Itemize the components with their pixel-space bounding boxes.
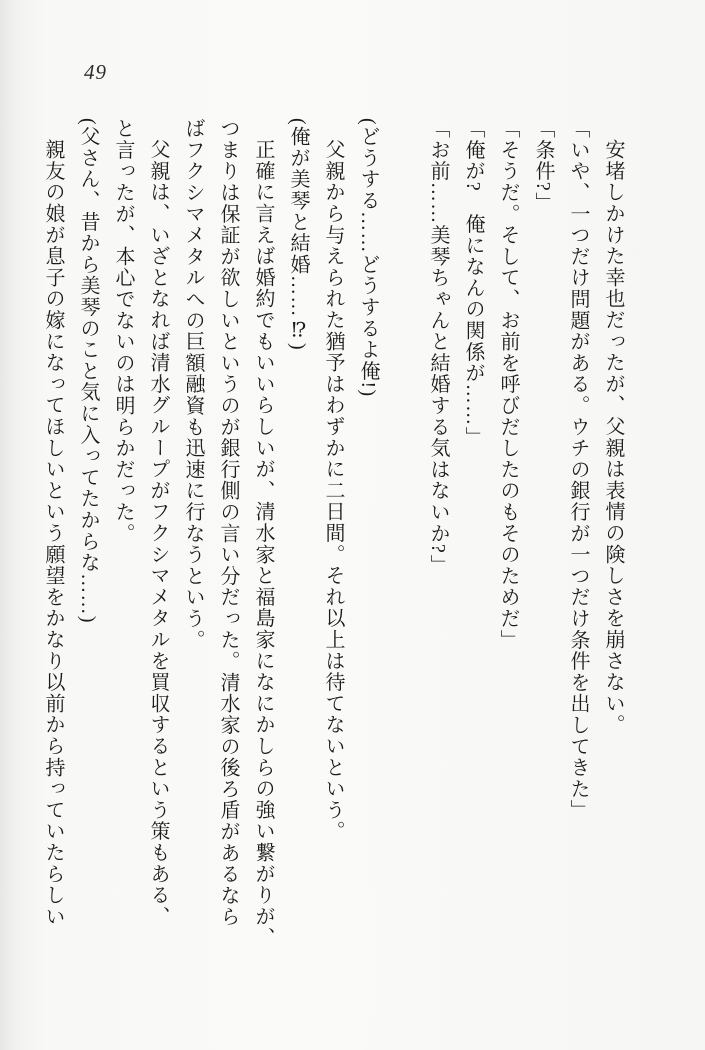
text-line: と言ったが、本心でないのは明らかだった。: [112, 118, 134, 544]
text-line: 親友の娘が息子の嫁になってほしいという願望をかなり以前から持っていたらしい: [42, 139, 64, 928]
text-line: 父親から与えられた猶予はわずかに二日間。それ以上は待てないという。: [322, 139, 344, 842]
text-line: (どうする……どうするよ俺!): [357, 118, 379, 398]
text-line: 「そうだ。そして、お前を呼びだしたのもそのためだ」: [497, 118, 519, 651]
text-line: 正確に言えば婚約でもいいらしいが、清水家と福島家になにかしらの強い繋がりが、: [252, 139, 274, 949]
text-line: (俺が美琴と結婚……⁉): [287, 118, 309, 351]
text-line: (父さん、昔から美琴のこと気に入ってたからな……): [77, 118, 99, 624]
text-line: 「条件?」: [532, 118, 554, 214]
text-line: 「お前……美琴ちゃんと結婚する気はないか?」: [427, 118, 449, 576]
text-line: つまりは保証が欲しいというのが銀行側の言い分だった。清水家の後ろ盾があるなら: [217, 118, 239, 928]
page-number: 49: [84, 60, 107, 84]
text-line: 父親は、いざとなれば清水グループがフクシマメタルを買収するという策もある、: [147, 139, 169, 928]
text-block: [35, 118, 630, 958]
text-line: 「いや、一つだけ問題がある。ウチの銀行が一つだけ条件を出してきた」: [567, 118, 589, 821]
text-line-blank: [385, 118, 420, 958]
text-line: ばフクシマメタルへの巨額融資も迅速に行なうという。: [182, 118, 204, 651]
text-line: 安堵しかけた幸也だったが、父親は表情の険しさを崩さない。: [602, 139, 624, 736]
text-line: 「俺が? 俺になんの関係が……」: [462, 118, 484, 448]
